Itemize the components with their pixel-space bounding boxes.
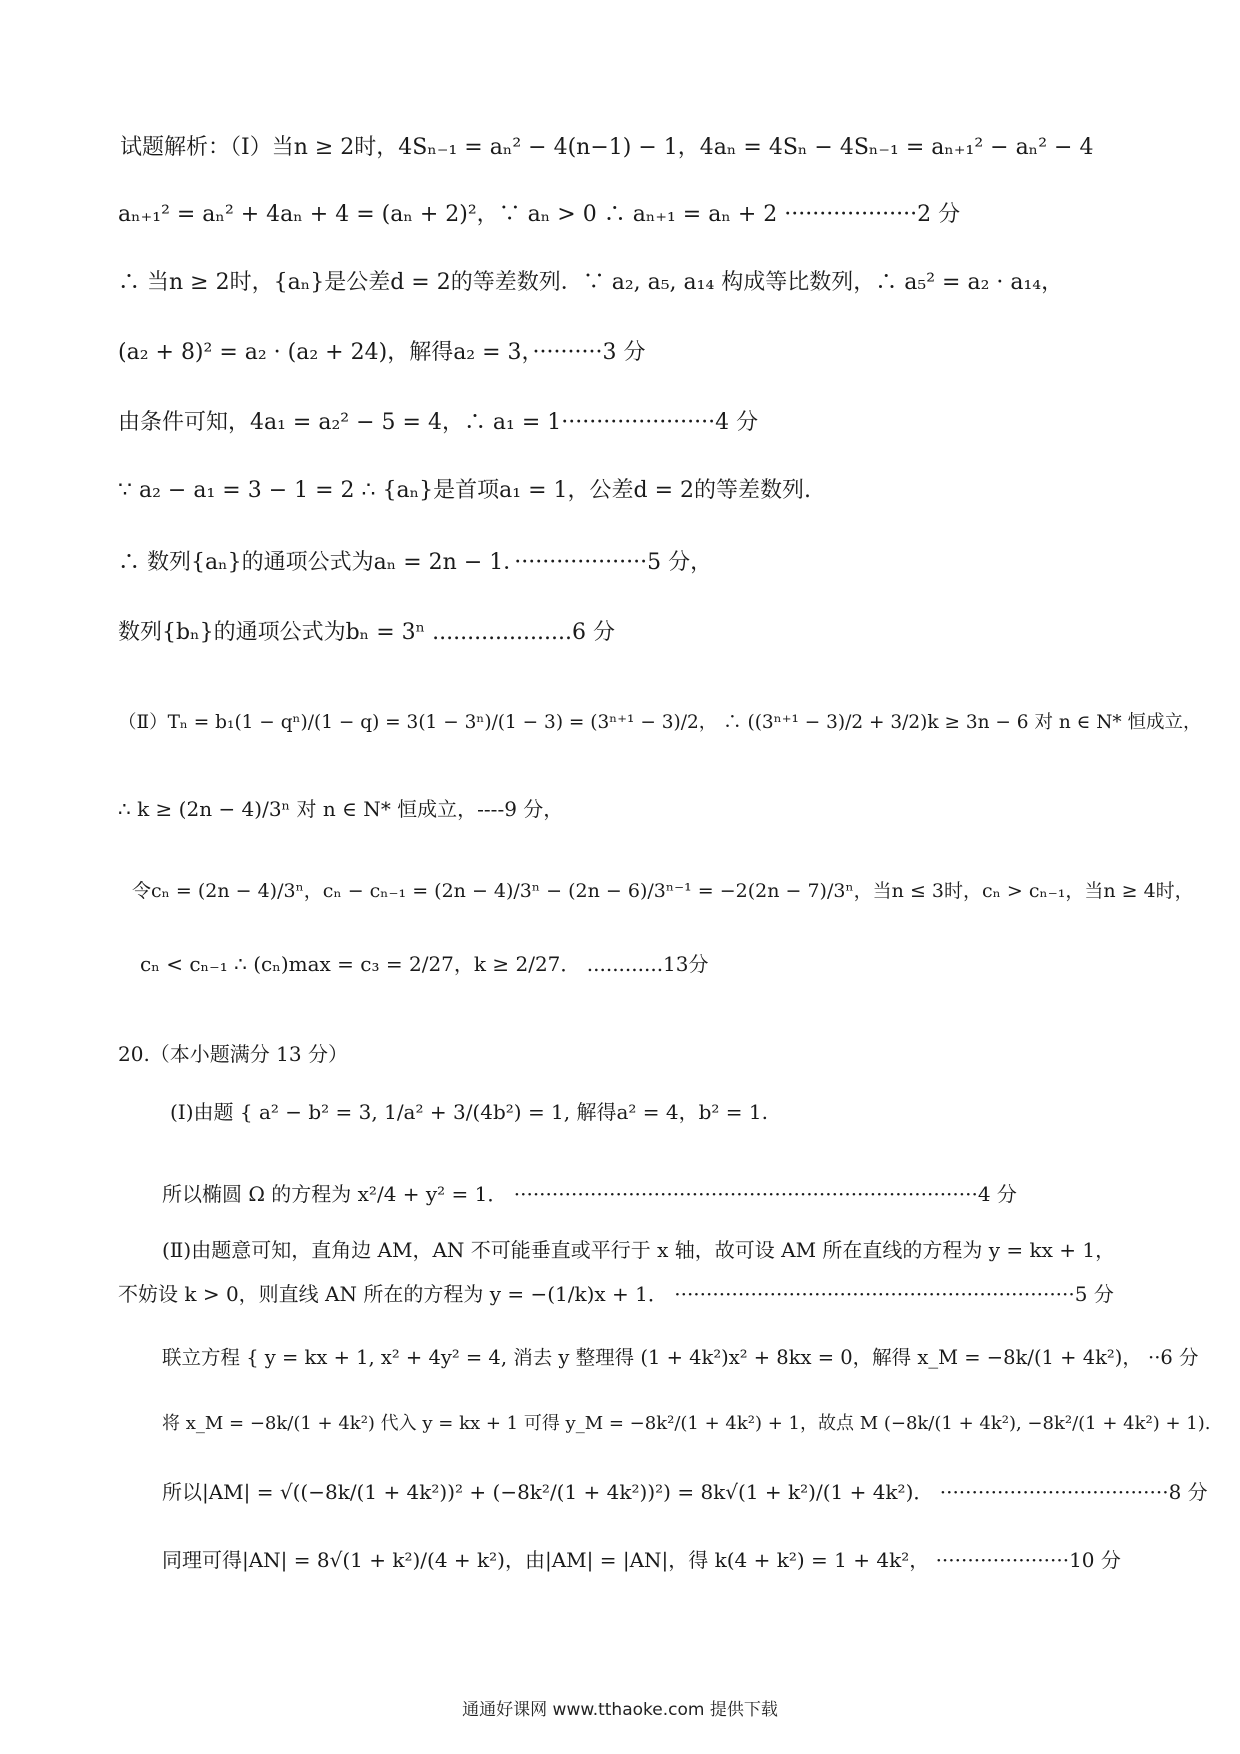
solution-line: ∴ 数列{aₙ}的通项公式为aₙ = 2n − 1．···················5 分， xyxy=(118,550,713,575)
solution-line: 由条件可知，4a₁ = a₂² − 5 = 4，∴ a₁ = 1······················4 分 xyxy=(118,410,759,435)
solution-line: ∵ a₂ − a₁ = 3 − 1 = 2 ∴ {aₙ}是首项a₁ = 1，公差d = 2的等差数列. xyxy=(118,478,811,503)
solution-line: 联立方程 { y = kx + 1, x² + 4y² = 4, 消去 y 整理得 (1 + 4k²)x² + 8kx = 0，解得 x_M = −8k/(1 + 4k²)， ··6 分 xyxy=(162,1346,1199,1369)
solution-line: (Ⅰ)由题 { a² − b² = 3, 1/a² + 3/(4b²) = 1, 解得a² = 4，b² = 1. xyxy=(170,1100,769,1124)
solution-line: ∴ 当n ≥ 2时，{aₙ}是公差d = 2的等差数列．∵ a₂, a₅, a₁₄ 构成等比数列，∴ a₅² = a₂ · a₁₄， xyxy=(118,270,1064,295)
solution-line: 同理可得|AN| = 8√(1 + k²)/(4 + k²)，由|AM| = |AN|，得 k(4 + k²) = 1 + 4k²， ·····················10 分 xyxy=(162,1548,1121,1572)
solution-line: cₙ < cₙ₋₁ ∴ (cₙ)max = c₃ = 2/27，k ≥ 2/27． ............13分 xyxy=(140,952,709,976)
problem-heading: 20.（本小题满分 13 分） xyxy=(118,1042,348,1066)
solution-line: 令cₙ = (2n − 4)/3ⁿ，cₙ − cₙ₋₁ = (2n − 4)/3ⁿ − (2n − 6)/3ⁿ⁻¹ = −2(2n − 7)/3ⁿ，当n ≤ 3时，cₙ > cₙ₋₁，当n ≥ 4时， xyxy=(132,880,1194,902)
solution-line: 将 x_M = −8k/(1 + 4k²) 代入 y = kx + 1 可得 y_M = −8k²/(1 + 4k²) + 1，故点 M (−8k/(1 + 4k²), −8k²/(1 + 4k²) + 1). xyxy=(162,1413,1211,1434)
page-footer: 通通好课网 www.tthaoke.com 提供下载 xyxy=(462,1700,778,1720)
solution-line: 数列{bₙ}的通项公式为bₙ = 3ⁿ ....................6 分 xyxy=(118,620,615,645)
solution-line: 所以|AM| = √((−8k/(1 + 4k²))² + (−8k²/(1 + 4k²))²) = 8k√(1 + k²)/(1 + 4k²)． ····································8 分 xyxy=(162,1480,1208,1504)
solution-line: ∴ k ≥ (2n − 4)/3ⁿ 对 n ∈ N* 恒成立，----9 分， xyxy=(118,797,564,821)
solution-line: 所以椭圆 Ω 的方程为 x²/4 + y² = 1． ·········································································4 分 xyxy=(162,1182,1017,1206)
solution-line: 不妨设 k > 0，则直线 AN 所在的方程为 y = −(1/k)x + 1． ·······························································5 分 xyxy=(118,1282,1114,1306)
solution-line: (Ⅱ)由题意可知，直角边 AM，AN 不可能垂直或平行于 x 轴，故可设 AM 所在直线的方程为 y = kx + 1， xyxy=(162,1238,1116,1262)
solution-line: aₙ₊₁² = aₙ² + 4aₙ + 4 = (aₙ + 2)²，∵ aₙ > 0 ∴ aₙ₊₁ = aₙ + 2 ···················2 分 xyxy=(118,202,961,227)
solution-line: （Ⅱ）Tₙ = b₁(1 − qⁿ)/(1 − q) = 3(1 − 3ⁿ)/(1 − 3) = (3ⁿ⁺¹ − 3)/2， ∴ ((3ⁿ⁺¹ − 3)/2 + 3/2)k ≥ 3n − 6 对 n ∈ N* 恒成立， xyxy=(118,712,1202,733)
solution-line: (a₂ + 8)² = a₂ · (a₂ + 24)，解得a₂ = 3，··········3 分 xyxy=(118,340,646,365)
solution-line: 试题解析：（Ⅰ）当n ≥ 2时，4Sₙ₋₁ = aₙ² − 4(n−1) − 1，4aₙ = 4Sₙ − 4Sₙ₋₁ = aₙ₊₁² − aₙ² − 4 xyxy=(120,135,1094,160)
